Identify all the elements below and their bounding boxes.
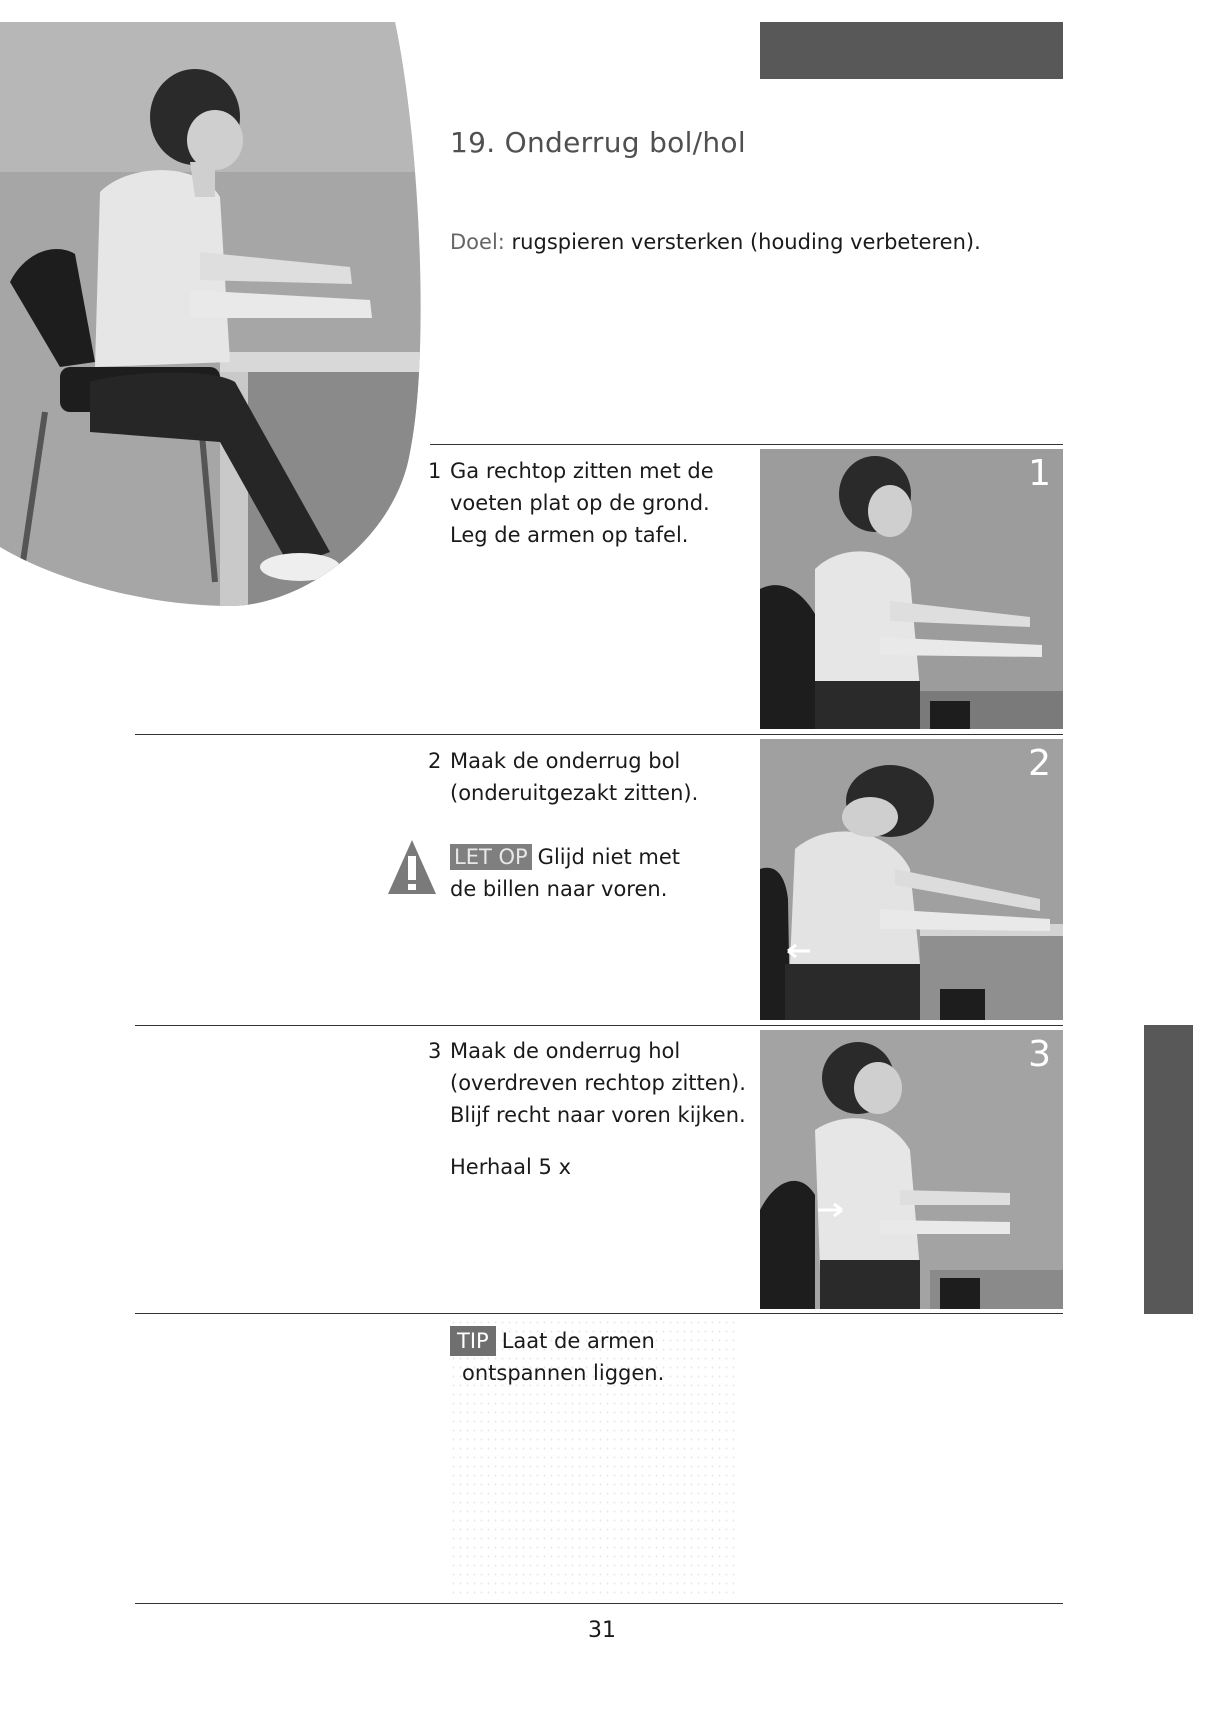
step-number: 1 — [428, 459, 442, 483]
warning-triangle-icon — [386, 838, 438, 896]
step-line: voeten plat op de grond. — [450, 491, 710, 515]
goal-label: Doel: — [450, 230, 505, 254]
header-bar — [760, 22, 1063, 79]
warning-badge: LET OP — [450, 844, 532, 870]
step-1-illustration — [760, 449, 1063, 729]
step-3-repeat: Herhaal 5 x — [450, 1155, 571, 1179]
divider-step-3 — [135, 1025, 1063, 1026]
exercise-title: 19. Onderrug bol/hol — [450, 126, 746, 159]
step-2-photo — [760, 739, 1063, 1020]
page-number: 31 — [588, 1618, 616, 1643]
step-3-text — [428, 1035, 746, 1183]
step-number: 3 — [428, 1039, 442, 1063]
tip-line: Laat de armen — [501, 1329, 655, 1353]
step-line: Leg de armen op tafel. — [450, 523, 689, 547]
photo-label: 2 — [1028, 743, 1051, 784]
step-line: Blijf recht naar voren kijken. — [450, 1103, 746, 1127]
step-1-photo — [760, 449, 1063, 729]
photo-label: 3 — [1028, 1034, 1051, 1075]
divider-tip — [135, 1313, 1063, 1314]
step-line: Maak de onderrug hol — [450, 1039, 681, 1063]
step-3-photo — [760, 1030, 1063, 1309]
divider-step-2 — [135, 734, 1063, 735]
step-1-text — [428, 455, 714, 551]
photo-label: 1 — [1028, 453, 1051, 494]
step-line: Maak de onderrug bol — [450, 749, 681, 773]
divider-footer — [135, 1603, 1063, 1604]
goal-text: rugspieren versterken (houding verbeteren). — [511, 230, 981, 254]
divider-step-1 — [430, 444, 1063, 445]
warning-line: Glijd niet met — [537, 845, 681, 869]
step-3-illustration — [760, 1030, 1063, 1309]
tip-badge: TIP — [450, 1326, 496, 1356]
tip-box — [450, 1325, 664, 1389]
tip-line: ontspannen liggen. — [462, 1361, 665, 1385]
step-2-text — [428, 745, 698, 809]
side-tab-marker — [1144, 1025, 1193, 1314]
step-line: (onderuitgezakt zitten). — [450, 781, 699, 805]
step-2-illustration — [760, 739, 1063, 1020]
exercise-goal — [450, 230, 981, 254]
warning-line: de billen naar voren. — [450, 877, 668, 901]
hero-photo — [0, 22, 430, 606]
step-line: (overdreven rechtop zitten). — [450, 1071, 746, 1095]
step-line: Ga rechtop zitten met de — [450, 459, 714, 483]
step-number: 2 — [428, 749, 442, 773]
step-2-warning — [450, 841, 680, 905]
